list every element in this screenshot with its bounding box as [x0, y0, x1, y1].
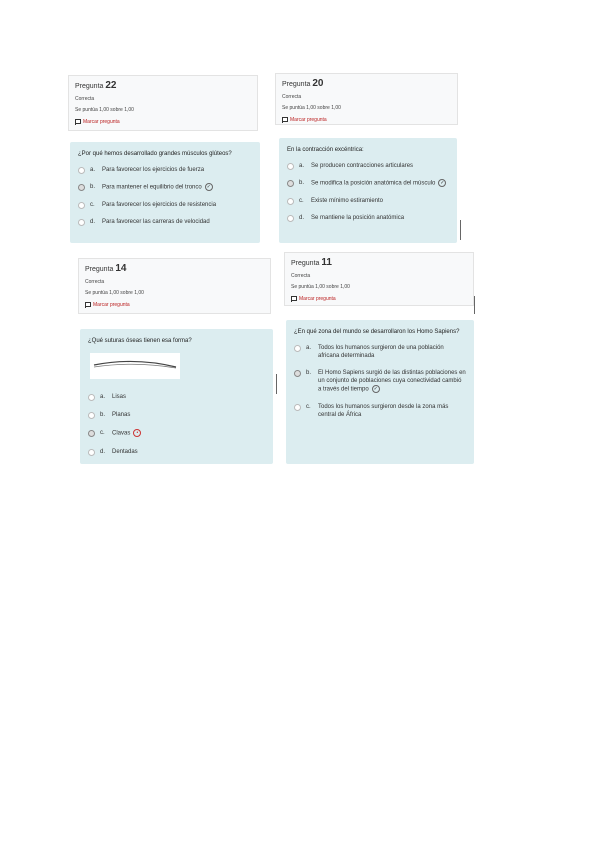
flag-icon	[282, 117, 288, 123]
radio-button[interactable]	[78, 167, 85, 174]
page-divider	[474, 296, 475, 314]
radio-button[interactable]	[78, 202, 85, 209]
question-box-14	[80, 329, 273, 464]
question-score: Se puntúa 1,00 sobre 1,00	[85, 290, 144, 296]
answer-option-b[interactable]: b. Planas	[88, 411, 265, 419]
answer-option-b[interactable]: b. Se modifica la posición anatómica del músculo ✓	[287, 179, 449, 188]
question-info-20	[275, 73, 458, 125]
suture-shape-image	[90, 353, 180, 379]
question-status: Correcta	[75, 96, 95, 102]
question-number: Pregunta 20	[282, 78, 324, 89]
radio-button[interactable]	[88, 394, 95, 401]
answer-option-d[interactable]: d. Dentadas	[88, 448, 265, 456]
flag-icon	[85, 302, 91, 308]
question-text: En la contracción excéntrica:	[287, 147, 364, 153]
question-text: ¿Por qué hemos desarrollado grandes músculos glúteos?	[78, 151, 232, 157]
flag-icon	[75, 119, 81, 125]
answer-option-c[interactable]: c. Clavas •	[88, 429, 265, 438]
radio-button-selected[interactable]	[287, 180, 294, 187]
answer-option-a[interactable]: a. Se producen contracciones articulares	[287, 162, 449, 170]
answer-option-a[interactable]: a. Lisas	[88, 393, 265, 401]
question-score: Se puntúa 1,00 sobre 1,00	[75, 107, 134, 113]
answer-option-a[interactable]: a. Para favorecer los ejercicios de fuerza	[78, 166, 252, 174]
flag-question-link[interactable]: Marcar pregunta	[291, 296, 467, 302]
suture-curve-drawing	[90, 353, 180, 379]
question-score: Se puntúa 1,00 sobre 1,00	[282, 105, 341, 111]
answer-option-c[interactable]: c. Todos los humanos surgieron desde la zona más central de África	[294, 403, 466, 419]
radio-button[interactable]	[294, 345, 301, 352]
question-info-22	[68, 75, 258, 131]
question-number: Pregunta 22	[75, 80, 117, 91]
radio-button-selected[interactable]	[88, 430, 95, 437]
question-box-22	[70, 142, 260, 243]
radio-button-selected[interactable]	[294, 370, 301, 377]
answer-mark-icon: •	[133, 429, 141, 437]
answer-option-c[interactable]: c. Para favorecer los ejercicios de resistencia	[78, 201, 252, 209]
page-divider	[460, 220, 461, 240]
answer-option-b[interactable]: b. El Homo Sapiens surgió de las distintas poblaciones en un conjunto de poblaciones cuya conectividad cambió a través del tiempo ✓	[294, 369, 466, 394]
flag-icon	[291, 296, 297, 302]
question-text: ¿En qué zona del mundo se desarrollaron los Homo Sapiens?	[294, 329, 460, 335]
radio-button[interactable]	[78, 219, 85, 226]
answer-option-d[interactable]: d. Se mantiene la posición anatómica	[287, 214, 449, 222]
question-box-20	[279, 138, 457, 243]
question-status: Correcta	[291, 273, 311, 279]
question-number: Pregunta 14	[85, 263, 127, 274]
radio-button[interactable]	[88, 449, 95, 456]
question-status: Correcta	[85, 279, 105, 285]
page-divider	[276, 374, 277, 394]
question-text: ¿Qué suturas óseas tienen esa forma?	[88, 338, 192, 344]
flag-question-link[interactable]: Marcar pregunta	[85, 302, 264, 308]
question-info-14	[78, 258, 271, 314]
flag-question-link[interactable]: Marcar pregunta	[282, 117, 451, 123]
question-info-11	[284, 252, 474, 306]
question-status: Correcta	[282, 94, 302, 100]
correct-check-icon: ✓	[373, 386, 378, 392]
radio-button[interactable]	[287, 198, 294, 205]
answer-option-d[interactable]: d. Para favorecer las carreras de velocidad	[78, 218, 252, 226]
radio-button[interactable]	[88, 412, 95, 419]
correct-check-icon: ✓	[440, 180, 445, 186]
answer-option-c[interactable]: c. Existe mínimo estiramiento	[287, 197, 449, 205]
radio-button-selected[interactable]	[78, 184, 85, 191]
radio-button[interactable]	[294, 404, 301, 411]
question-box-11	[286, 320, 474, 464]
flag-question-link[interactable]: Marcar pregunta	[75, 119, 251, 125]
answer-option-b[interactable]: b. Para mantener el equilibrio del tronco ✓	[78, 183, 252, 192]
radio-button[interactable]	[287, 163, 294, 170]
question-score: Se puntúa 1,00 sobre 1,00	[291, 284, 350, 290]
radio-button[interactable]	[287, 215, 294, 222]
question-number: Pregunta 11	[291, 257, 332, 268]
answer-option-a[interactable]: a. Todos los humanos surgieron de una población africana determinada	[294, 344, 466, 360]
correct-check-icon: ✓	[206, 184, 211, 190]
